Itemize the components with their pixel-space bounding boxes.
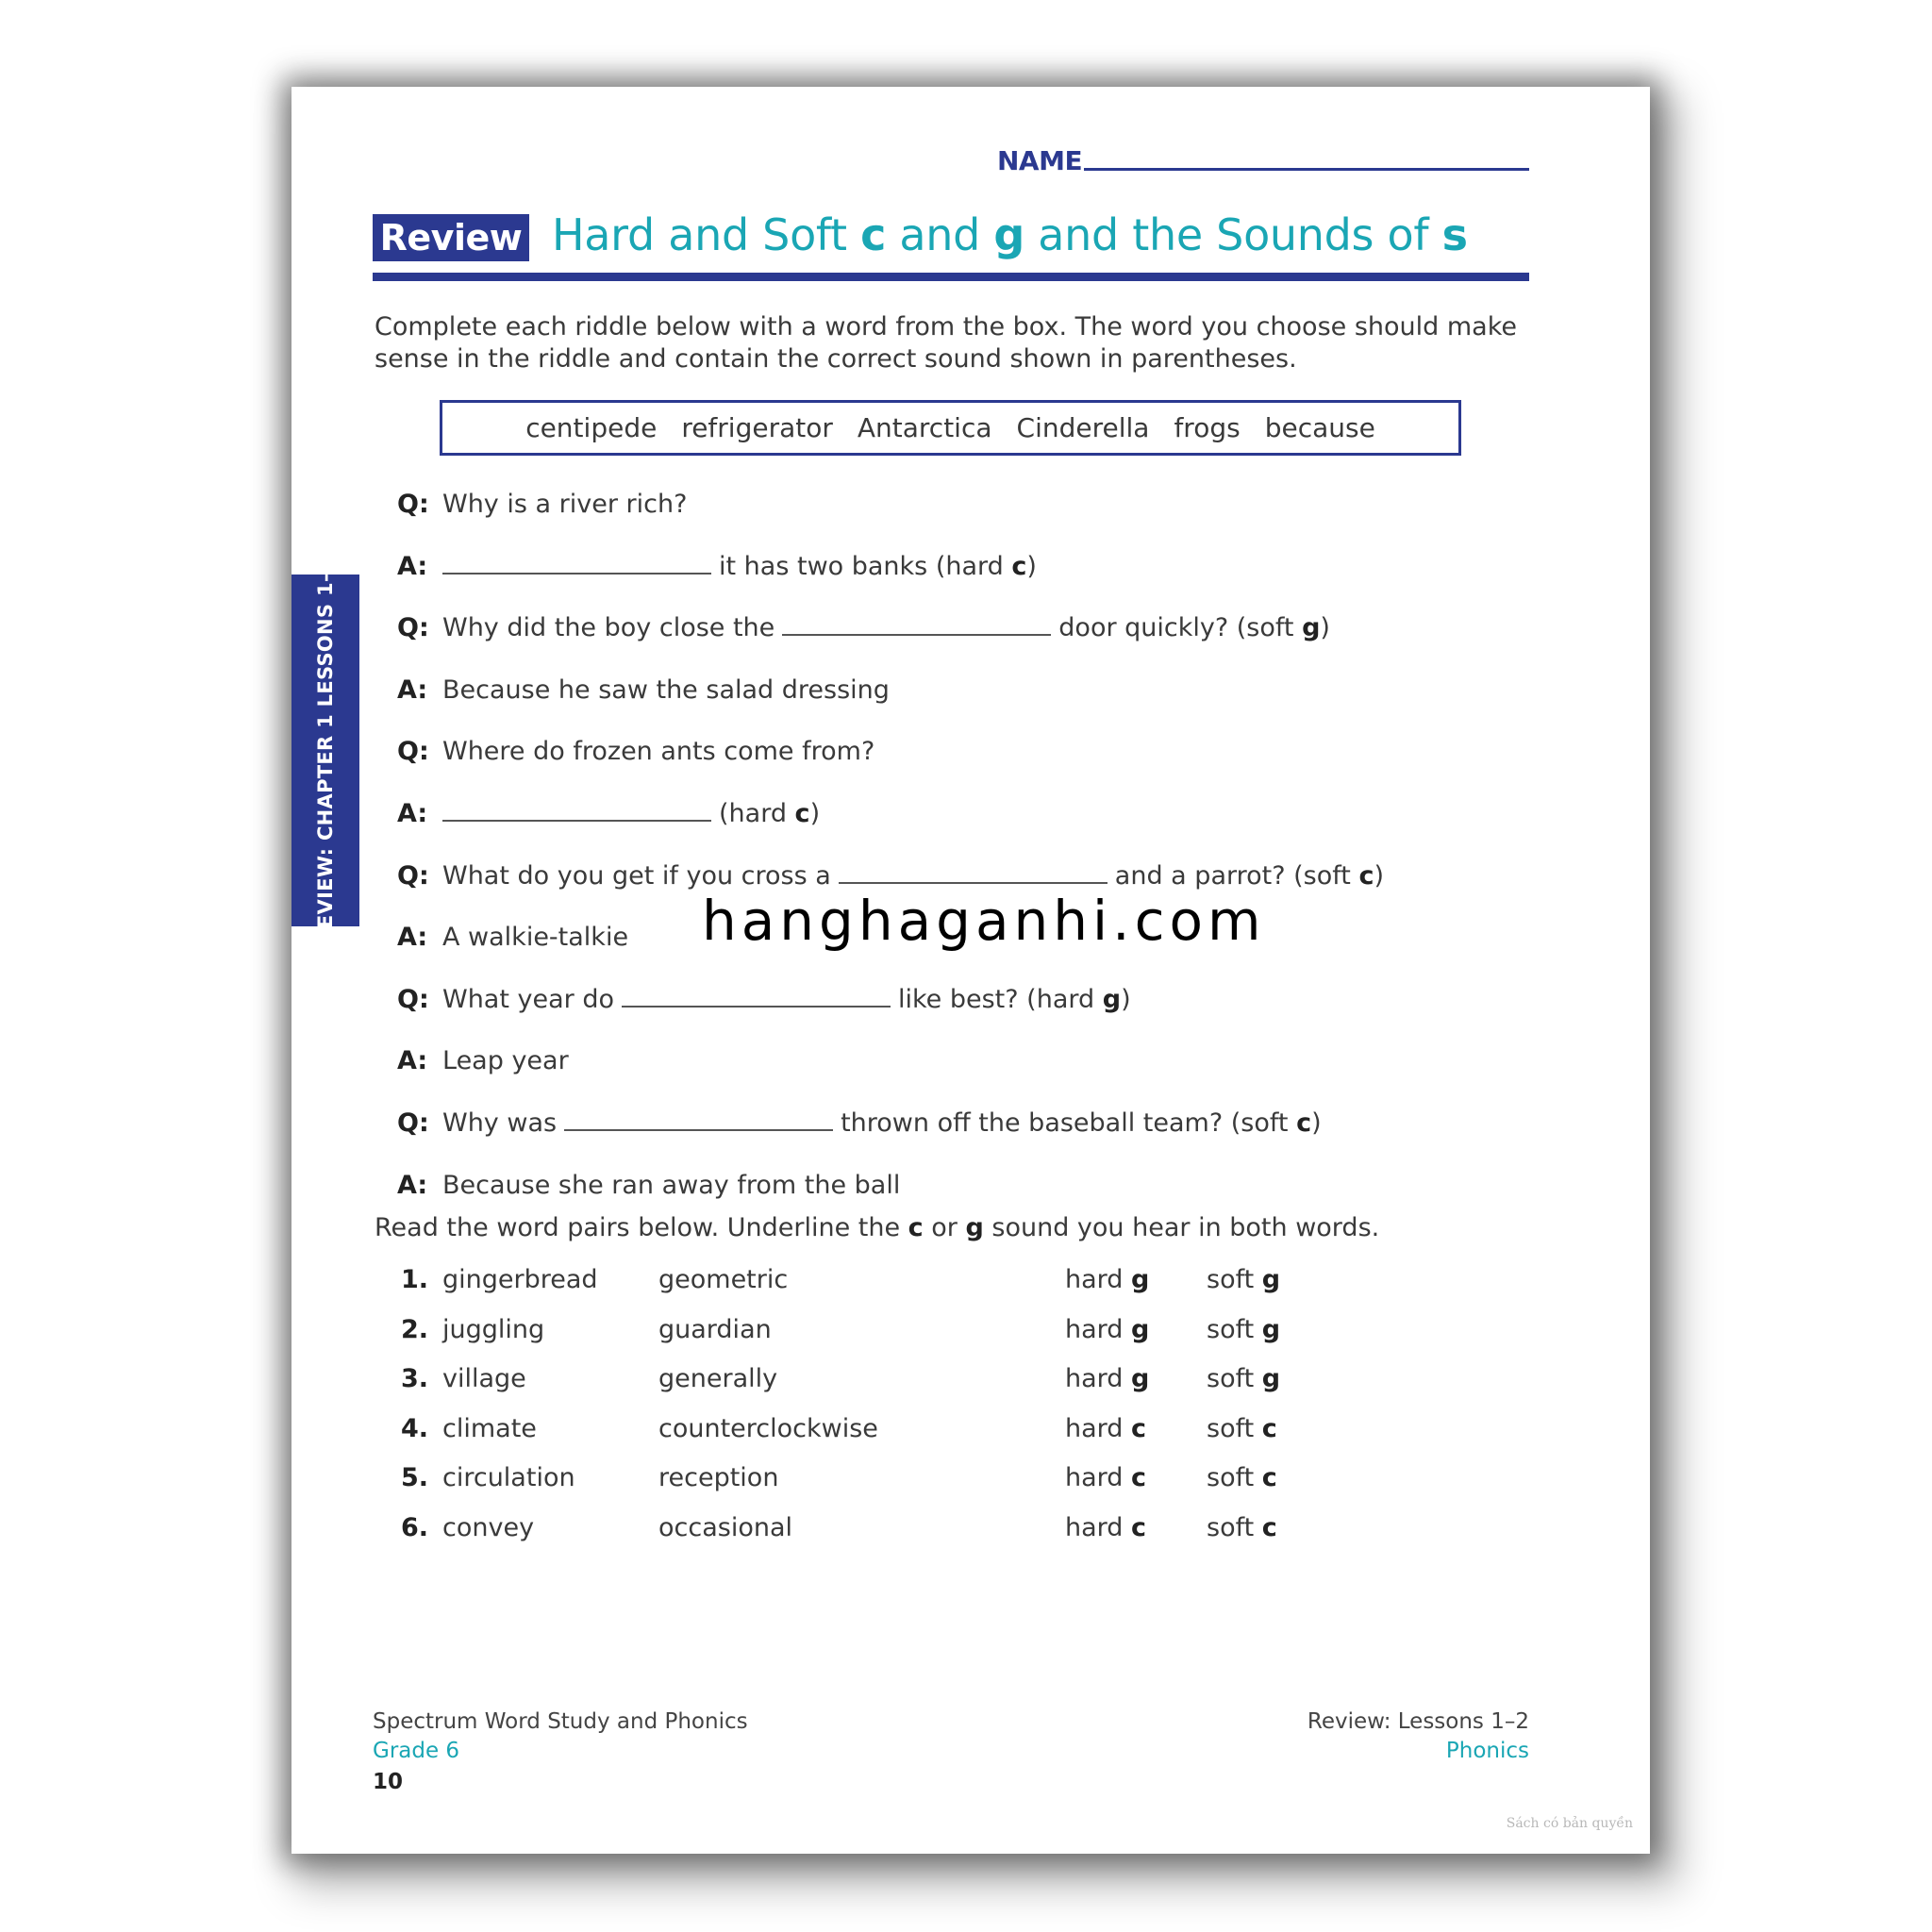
sound-hint-letter: c: [1358, 860, 1374, 891]
soft-sound-option[interactable]: soft c: [1207, 1413, 1277, 1443]
riddle-answer: [397, 1171, 900, 1200]
second-word: reception: [658, 1463, 779, 1492]
option-letter: g: [1261, 1364, 1281, 1393]
answer-blank[interactable]: [442, 552, 711, 575]
riddle-answer: [397, 552, 1037, 581]
riddle-text: [442, 923, 628, 952]
first-word: gingerbread: [442, 1265, 598, 1294]
answer-blank[interactable]: [782, 613, 1051, 636]
riddle-answer: [397, 675, 890, 705]
option-letter: c: [1261, 1512, 1277, 1542]
riddle-label: Q:: [397, 490, 429, 519]
riddle-text-after: door quickly? (soft: [1058, 613, 1303, 643]
riddle-label: A:: [397, 1046, 428, 1076]
page-title: [552, 209, 1468, 260]
riddle-answer: [397, 1046, 569, 1075]
worksheet-page: [291, 87, 1650, 1854]
riddle-answer: [397, 923, 628, 952]
riddle-question: [397, 985, 1131, 1014]
option-letter: c: [1131, 1512, 1147, 1542]
copyright-notice: Sách có bản quyền: [1506, 1816, 1633, 1831]
first-word: juggling: [442, 1314, 545, 1344]
word-pair-row: [291, 1265, 1612, 1303]
word-pair-row: [291, 1364, 1612, 1402]
riddle-text-before: What do you get if you cross a: [442, 860, 831, 891]
riddle-text: [442, 1046, 569, 1075]
title-text: and the Sounds of: [1024, 209, 1442, 260]
item-number: 1.: [401, 1265, 429, 1294]
answer-blank[interactable]: [564, 1108, 833, 1131]
riddle-label: A:: [397, 551, 428, 581]
riddle-text: [442, 799, 820, 828]
side-tab-label: REVIEW: CHAPTER 1 LESSONS 1–2: [314, 557, 337, 944]
soft-sound-option[interactable]: soft g: [1207, 1265, 1281, 1294]
item-number: 3.: [401, 1364, 429, 1393]
riddle-label: A:: [397, 675, 428, 705]
riddle-label: Q:: [397, 613, 429, 643]
word-pair-instructions: Read the word pairs below. Underline the c or g sound you hear in both words.: [375, 1213, 1380, 1242]
riddle-text-before: A walkie-talkie: [442, 923, 629, 953]
riddle-label: Q:: [397, 737, 429, 767]
second-word: geometric: [658, 1265, 789, 1294]
title-letter: s: [1441, 209, 1468, 260]
riddle-question: [397, 490, 687, 519]
riddle-question: [397, 1108, 1322, 1138]
option-letter: c: [1131, 1463, 1147, 1492]
word-bank-item: Cinderella: [1016, 412, 1150, 443]
sound-hint-letter: c: [1011, 551, 1027, 581]
item-number: 2.: [401, 1314, 429, 1344]
riddle-label: Q:: [397, 860, 429, 891]
first-word: circulation: [442, 1463, 575, 1492]
riddle-text-after: and a parrot? (soft: [1114, 860, 1359, 891]
riddle-text: [442, 613, 1330, 642]
riddle-text-after: (hard: [719, 799, 795, 828]
riddle-text-before: Why is a river rich?: [442, 490, 688, 519]
word-bank-box: [440, 400, 1461, 456]
second-word: guardian: [658, 1314, 772, 1344]
soft-sound-option[interactable]: soft g: [1207, 1314, 1281, 1344]
riddle-text-before: Why was: [442, 1108, 558, 1138]
word-bank-item: refrigerator: [681, 412, 833, 443]
watermark: hanghaganhi.com: [702, 889, 1266, 953]
hard-sound-option[interactable]: hard c: [1065, 1512, 1147, 1542]
item-number: 5.: [401, 1463, 429, 1492]
footer-subject: Phonics: [1445, 1739, 1529, 1763]
first-word: convey: [442, 1512, 535, 1542]
page-number: 10: [373, 1770, 404, 1794]
second-word: occasional: [658, 1512, 793, 1542]
option-letter: c: [1261, 1463, 1277, 1492]
soft-sound-option[interactable]: soft c: [1207, 1512, 1277, 1542]
second-word: generally: [658, 1364, 778, 1393]
riddle-label: A:: [397, 1170, 428, 1200]
name-field-line: [1084, 168, 1529, 171]
riddle-instructions: Complete each riddle below with a word from the box. The word you choose should make sense in the riddle and contain the correct sound shown in parentheses.: [375, 312, 1517, 374]
riddle-text: [442, 1171, 900, 1200]
title-text: and: [886, 209, 994, 260]
option-letter: g: [1261, 1314, 1281, 1344]
riddle-text-after: like best? (hard: [898, 984, 1103, 1014]
riddle-question: [397, 861, 1384, 891]
sound-hint-letter: c: [794, 799, 810, 828]
name-label: NAME: [997, 145, 1083, 176]
riddle-text: [442, 985, 1131, 1014]
answer-blank[interactable]: [442, 799, 711, 822]
sound-hint-letter: c: [1296, 1108, 1312, 1138]
riddle-text-before: Where do frozen ants come from?: [442, 737, 875, 767]
option-letter: g: [1131, 1364, 1150, 1393]
riddle-label: A:: [397, 799, 428, 828]
riddle-text-before: What year do: [442, 984, 614, 1014]
word-pair-row: [291, 1463, 1612, 1501]
closing-paren: ): [1121, 984, 1131, 1014]
first-word: village: [442, 1364, 526, 1393]
option-letter: g: [1131, 1265, 1150, 1294]
answer-blank[interactable]: [622, 985, 891, 1008]
option-letter: c: [1131, 1413, 1147, 1443]
closing-paren: ): [1320, 613, 1330, 643]
closing-paren: ): [1026, 551, 1037, 581]
riddle-text-after: thrown off the baseball team? (soft: [841, 1108, 1297, 1138]
review-badge: Review: [373, 214, 529, 261]
word-pair-row: [291, 1513, 1612, 1551]
riddle-text: [442, 490, 687, 519]
word-bank-item: because: [1264, 412, 1375, 443]
hard-sound-option[interactable]: hard g: [1065, 1314, 1150, 1344]
item-number: 6.: [401, 1512, 429, 1542]
riddle-text: [442, 861, 1384, 891]
title-letter: g: [993, 209, 1024, 260]
riddle-text-before: Because she ran away from the ball: [442, 1170, 901, 1200]
riddle-label: A:: [397, 923, 428, 953]
riddle-text-before: Why did the boy close the: [442, 613, 775, 643]
second-word: counterclockwise: [658, 1413, 878, 1443]
title-letter: c: [860, 209, 887, 260]
option-letter: c: [1261, 1413, 1277, 1443]
title-text: Hard and Soft: [552, 209, 861, 260]
riddle-question: [397, 613, 1330, 642]
word-pair-row: [291, 1315, 1612, 1353]
footer-grade: Grade 6: [373, 1739, 460, 1763]
closing-paren: ): [1311, 1108, 1322, 1138]
sound-hint-letter: g: [1302, 613, 1321, 643]
option-letter: g: [1131, 1314, 1150, 1344]
option-letter: g: [1261, 1265, 1281, 1294]
closing-paren: ): [809, 799, 821, 828]
riddle-text-before: Leap year: [442, 1046, 569, 1076]
riddle-text: [442, 552, 1037, 581]
riddle-question: [397, 737, 874, 766]
riddle-text: [442, 1108, 1322, 1138]
riddle-text-after: it has two banks (hard: [719, 551, 1012, 581]
footer-book-title: Spectrum Word Study and Phonics: [373, 1709, 748, 1734]
riddle-label: Q:: [397, 984, 429, 1014]
riddle-label: Q:: [397, 1108, 429, 1138]
hard-sound-option[interactable]: hard g: [1065, 1364, 1150, 1393]
hard-sound-option[interactable]: hard g: [1065, 1265, 1150, 1294]
word-pair-row: [291, 1414, 1612, 1452]
riddle-text: [442, 737, 874, 766]
hard-sound-option[interactable]: hard c: [1065, 1463, 1147, 1492]
chapter-side-tab: [291, 557, 359, 944]
word-bank-item: centipede: [525, 412, 658, 443]
riddle-text: [442, 675, 890, 705]
first-word: climate: [442, 1413, 537, 1443]
answer-blank[interactable]: [839, 861, 1108, 884]
title-rule: [373, 273, 1529, 281]
hard-sound-option[interactable]: hard c: [1065, 1413, 1147, 1443]
sound-hint-letter: g: [1102, 984, 1122, 1014]
word-bank-item: Antarctica: [857, 412, 992, 443]
riddle-answer: [397, 799, 820, 828]
closing-paren: ): [1374, 860, 1385, 891]
item-number: 4.: [401, 1413, 429, 1443]
riddle-text-before: Because he saw the salad dressing: [442, 675, 890, 705]
word-bank-item: frogs: [1174, 412, 1241, 443]
soft-sound-option[interactable]: soft c: [1207, 1463, 1277, 1492]
footer-section: Review: Lessons 1–2: [1307, 1709, 1529, 1734]
soft-sound-option[interactable]: soft g: [1207, 1364, 1281, 1393]
